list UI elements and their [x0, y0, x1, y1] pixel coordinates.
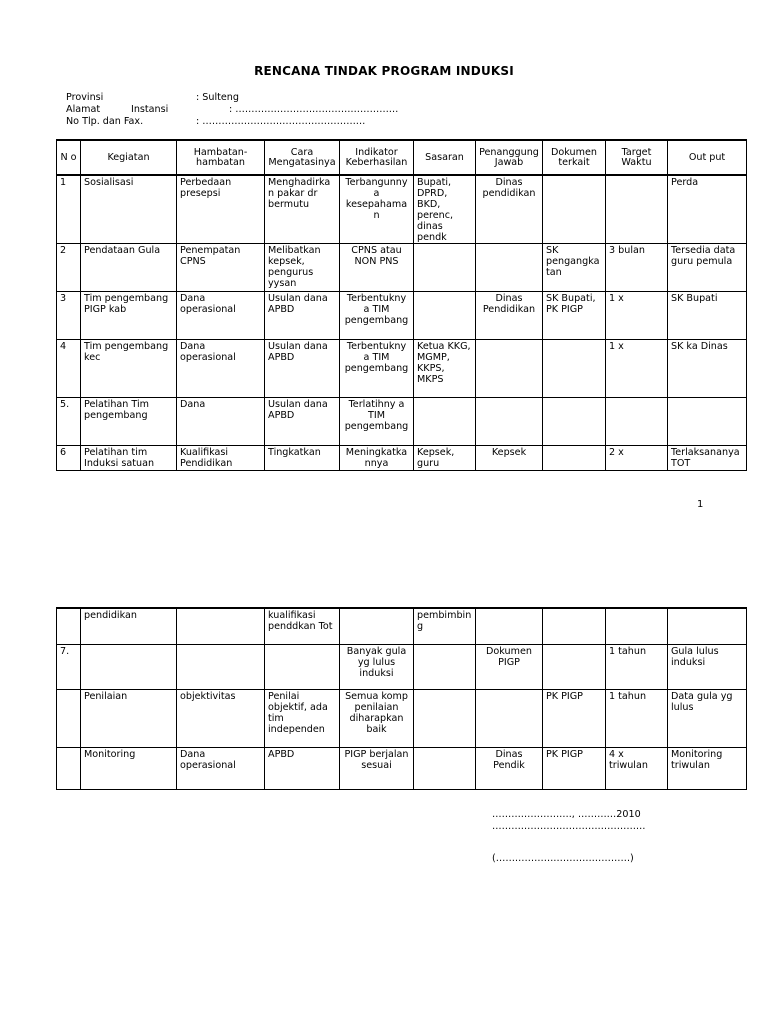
cell-sasaran: Ketua KKG, MGMP, KKPS, MKPS — [414, 340, 476, 398]
table-row — [57, 175, 747, 244]
cell-hambatan — [177, 644, 265, 689]
table-row — [57, 244, 747, 292]
cell-indikator: Terbentukny a TIM pengembang — [340, 292, 414, 340]
cell-output: Tersedia data guru pemula — [668, 244, 747, 292]
cell-output: Monitoring triwulan — [668, 747, 747, 789]
cell-indikator: Terlatihny a TIM pengembang — [340, 398, 414, 446]
cell-sasaran — [414, 244, 476, 292]
cell-kegiatan: Monitoring — [81, 747, 177, 789]
cell-hambatan: objektivitas — [177, 689, 265, 747]
cell-penanggung-jawab — [476, 608, 543, 644]
cell-target-waktu: 2 x — [606, 446, 668, 471]
cell-target-waktu — [606, 608, 668, 644]
cell-dokumen: PK PIGP — [543, 689, 606, 747]
cell-no: 6 — [57, 446, 81, 471]
table-row — [57, 340, 747, 398]
cell-penanggung-jawab — [476, 340, 543, 398]
signature-date: ……………………., …………2010 — [492, 809, 641, 820]
column-header-indikator: Indikator Keberhasilan — [340, 140, 414, 175]
cell-dokumen — [543, 644, 606, 689]
table-row — [57, 644, 747, 689]
column-header-no: N o — [57, 140, 81, 175]
cell-dokumen — [543, 398, 606, 446]
cell-penanggung-jawab: Kepsek — [476, 446, 543, 471]
cell-output: Data gula yg lulus — [668, 689, 747, 747]
cell-no: 1 — [57, 175, 81, 244]
cell-output — [668, 608, 747, 644]
action-plan-table-continued — [56, 607, 747, 790]
cell-cara: Menghadirkan pakar dr bermutu — [265, 175, 340, 244]
column-header-output: Out put — [668, 140, 747, 175]
cell-output: SK ka Dinas — [668, 340, 747, 398]
cell-penanggung-jawab: Dokumen PIGP — [476, 644, 543, 689]
cell-target-waktu: 1 x — [606, 340, 668, 398]
cell-cara: APBD — [265, 747, 340, 789]
cell-kegiatan: Penilaian — [81, 689, 177, 747]
cell-output: Terlaksananya TOT — [668, 446, 747, 471]
cell-sasaran: Kepsek, guru — [414, 446, 476, 471]
cell-cara: kualifikasi penddkan Tot — [265, 608, 340, 644]
cell-target-waktu: 1 x — [606, 292, 668, 340]
provinsi-value: : Sulteng — [196, 92, 239, 103]
table-header-row — [57, 140, 747, 175]
cell-no — [57, 689, 81, 747]
cell-kegiatan: Tim pengembang PIGP kab — [81, 292, 177, 340]
instansi-label: Instansi — [131, 104, 169, 115]
cell-no: 4 — [57, 340, 81, 398]
cell-hambatan: Dana operasional — [177, 292, 265, 340]
cell-sasaran — [414, 747, 476, 789]
cell-dokumen — [543, 175, 606, 244]
signature-name: (……………………………………) — [492, 853, 634, 864]
cell-sasaran — [414, 644, 476, 689]
signature-dots: ………………………………………… — [492, 821, 646, 832]
page-number: 1 — [697, 499, 704, 510]
cell-output: Gula lulus induksi — [668, 644, 747, 689]
tlp-value: : …………………………………………… — [196, 116, 366, 127]
cell-cara: Usulan dana APBD — [265, 398, 340, 446]
cell-output: SK Bupati — [668, 292, 747, 340]
column-header-penanggung-jawab: Penanggung Jawab — [476, 140, 543, 175]
cell-indikator: Meningkatkannya — [340, 446, 414, 471]
cell-sasaran: Bupati, DPRD, BKD, perenc, dinas pendk — [414, 175, 476, 244]
column-header-target-waktu: Target Waktu — [606, 140, 668, 175]
cell-target-waktu: 4 x triwulan — [606, 747, 668, 789]
cell-no — [57, 608, 81, 644]
provinsi-label: Provinsi — [66, 92, 104, 103]
cell-hambatan: Kualifikasi Pendidikan — [177, 446, 265, 471]
cell-dokumen: SK pengangkatan — [543, 244, 606, 292]
cell-kegiatan: pendidikan — [81, 608, 177, 644]
cell-dokumen: PK PIGP — [543, 747, 606, 789]
table-row — [57, 689, 747, 747]
cell-no: 3 — [57, 292, 81, 340]
column-header-hambatan: Hambatan-hambatan — [177, 140, 265, 175]
column-header-dokumen: Dokumen terkait — [543, 140, 606, 175]
cell-penanggung-jawab: Dinas pendidikan — [476, 175, 543, 244]
cell-kegiatan: Tim pengembang kec — [81, 340, 177, 398]
column-header-sasaran: Sasaran — [414, 140, 476, 175]
cell-sasaran: pembimbing — [414, 608, 476, 644]
cell-hambatan: Perbedaan presepsi — [177, 175, 265, 244]
cell-cara — [265, 644, 340, 689]
cell-hambatan: Dana operasional — [177, 340, 265, 398]
alamat-label: Alamat — [66, 104, 101, 115]
cell-hambatan: Dana operasional — [177, 747, 265, 789]
cell-dokumen — [543, 608, 606, 644]
column-header-kegiatan: Kegiatan — [81, 140, 177, 175]
cell-indikator: Semua komp penilaian diharapkan baik — [340, 689, 414, 747]
cell-cara: Tingkatkan — [265, 446, 340, 471]
cell-output — [668, 398, 747, 446]
cell-sasaran — [414, 689, 476, 747]
cell-output: Perda — [668, 175, 747, 244]
table-row — [57, 608, 747, 644]
cell-sasaran — [414, 292, 476, 340]
cell-dokumen: SK Bupati, PK PIGP — [543, 292, 606, 340]
cell-cara: Usulan dana APBD — [265, 340, 340, 398]
cell-indikator — [340, 608, 414, 644]
cell-kegiatan — [81, 644, 177, 689]
cell-cara: Usulan dana APBD — [265, 292, 340, 340]
cell-target-waktu: 1 tahun — [606, 644, 668, 689]
tlp-label: No Tlp. dan Fax. — [66, 116, 144, 127]
cell-kegiatan: Sosialisasi — [81, 175, 177, 244]
document-title: RENCANA TINDAK PROGRAM INDUKSI — [254, 64, 514, 78]
alamat-value: : …………………………………………… — [229, 104, 399, 115]
action-plan-table — [56, 139, 747, 471]
cell-target-waktu: 3 bulan — [606, 244, 668, 292]
cell-hambatan — [177, 608, 265, 644]
cell-kegiatan: Pendataan Gula — [81, 244, 177, 292]
cell-hambatan: Penempatan CPNS — [177, 244, 265, 292]
cell-hambatan: Dana — [177, 398, 265, 446]
cell-no: 2 — [57, 244, 81, 292]
cell-indikator: PIGP berjalan sesuai — [340, 747, 414, 789]
cell-penanggung-jawab: Dinas Pendik — [476, 747, 543, 789]
cell-penanggung-jawab — [476, 398, 543, 446]
cell-indikator: Banyak gula yg lulus induksi — [340, 644, 414, 689]
cell-kegiatan: Pelatihan Tim pengembang — [81, 398, 177, 446]
cell-dokumen — [543, 446, 606, 471]
cell-penanggung-jawab — [476, 689, 543, 747]
cell-indikator: CPNS atau NON PNS — [340, 244, 414, 292]
cell-sasaran — [414, 398, 476, 446]
cell-target-waktu: 1 tahun — [606, 689, 668, 747]
cell-cara: Melibatkan kepsek, pengurus yysan — [265, 244, 340, 292]
cell-no — [57, 747, 81, 789]
cell-no: 7. — [57, 644, 81, 689]
cell-penanggung-jawab — [476, 244, 543, 292]
cell-cara: Penilai objektif, ada tim independen — [265, 689, 340, 747]
cell-target-waktu — [606, 175, 668, 244]
cell-indikator: Terbentukny a TIM pengembang — [340, 340, 414, 398]
cell-indikator: Terbangunnya kesepahaman — [340, 175, 414, 244]
table-row — [57, 747, 747, 789]
table-row — [57, 398, 747, 446]
table-row — [57, 446, 747, 471]
cell-target-waktu — [606, 398, 668, 446]
table-row — [57, 292, 747, 340]
cell-no: 5. — [57, 398, 81, 446]
cell-penanggung-jawab: Dinas Pendidikan — [476, 292, 543, 340]
column-header-cara: Cara Mengatasinya — [265, 140, 340, 175]
cell-dokumen — [543, 340, 606, 398]
cell-kegiatan: Pelatihan tim Induksi satuan — [81, 446, 177, 471]
